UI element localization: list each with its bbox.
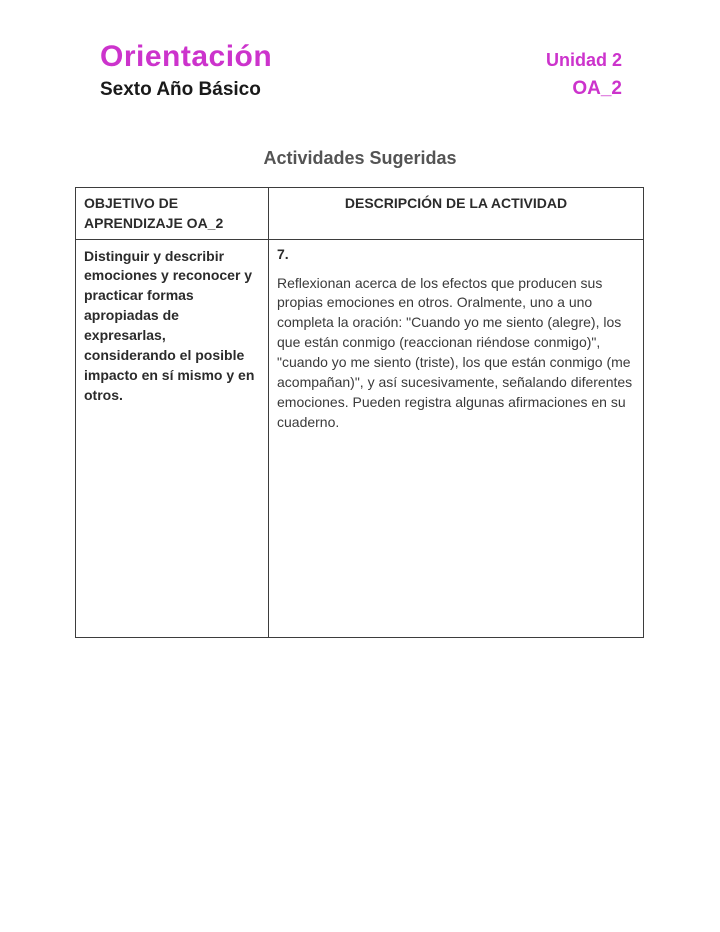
activity-description-text: Reflexionan acerca de los efectos que producen sus propias emociones en otros. Oralmente, uno a uno completa la oración: "Cuando yo me siento (alegre), los que están conmigo (reaccionan riéndose conmigo)", "cuando yo me siento (triste), los que están conmigo (me acompañan)", y así sucesivamente, señalando diferentes emociones. Pueden registra algunas afirmaciones en su cuaderno. xyxy=(277,274,633,430)
subject-title: Orientación xyxy=(100,40,273,73)
section-title: Actividades Sugeridas xyxy=(263,148,457,168)
table-row xyxy=(76,239,644,637)
objective-cell xyxy=(76,239,269,637)
unit-label: Unidad 2 xyxy=(545,50,622,70)
objective-column-header: OBJETIVO DE APRENDIZAJE OA_2 xyxy=(76,188,269,240)
description-cell xyxy=(269,239,644,637)
document-header-left xyxy=(100,40,272,101)
document-header-right xyxy=(546,50,622,100)
activities-table xyxy=(75,187,644,638)
description-column-header: DESCRIPCIÓN DE LA ACTIVIDAD xyxy=(269,188,644,240)
table-header-row xyxy=(76,188,644,240)
grade-subtitle: Sexto Año Básico xyxy=(100,78,261,100)
activity-number: 7. xyxy=(277,245,289,262)
oa-code-label: OA_2 xyxy=(572,77,622,99)
learning-objective-text: Distinguir y describir emociones y reconocer y practicar formas apropiadas de expresarlas, considerando el posible impacto en sí mismo y en otros. xyxy=(84,247,255,403)
